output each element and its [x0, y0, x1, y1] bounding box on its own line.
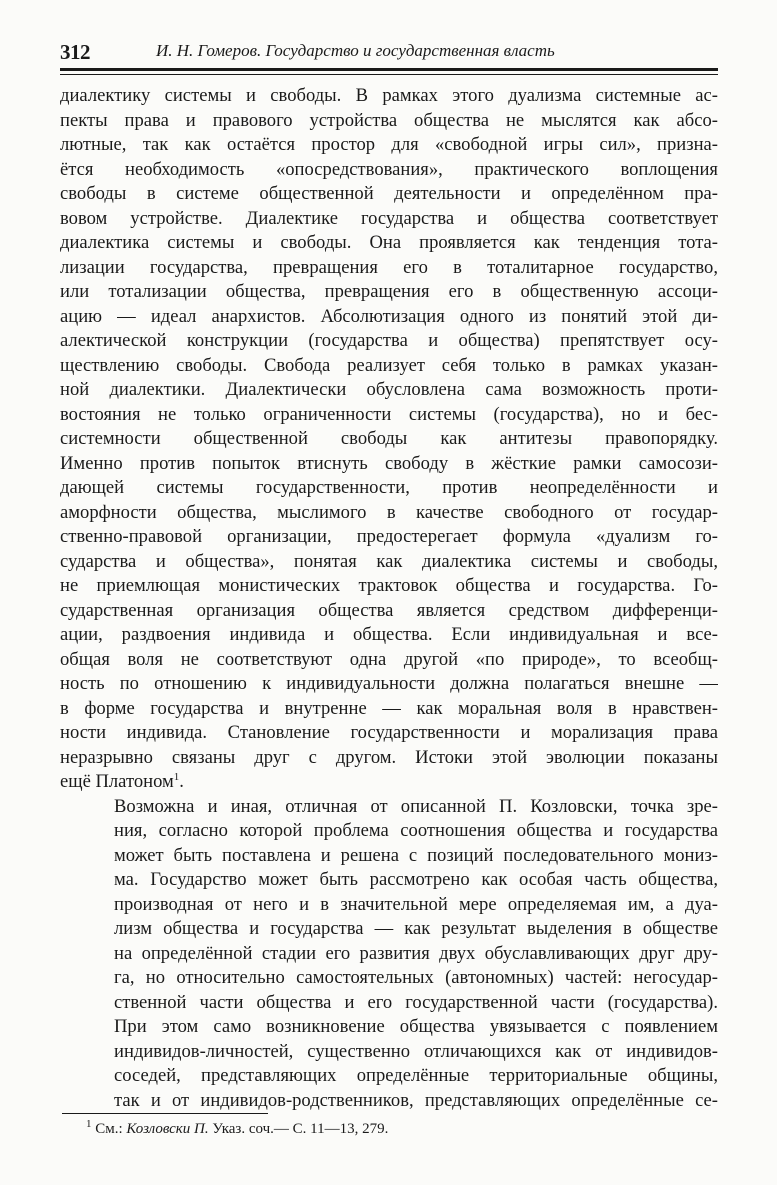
- page-number: 312: [60, 40, 90, 64]
- text-line: ществлению свободы. Свобода реализует себя только в рамках указан-: [60, 354, 718, 376]
- text-line-tail: ещё Платоном: [60, 771, 174, 792]
- text-line: дающей системы государственности, против неопределённости и: [60, 477, 718, 498]
- paragraph-1: [60, 84, 718, 795]
- text-line: ности индивида. Становление государственности и морализация права: [60, 722, 718, 743]
- text-line: сударственная организация общества является средством дифференци-: [60, 599, 718, 621]
- text-line: востояния не только ограниченности системы (государства), но и бес-: [60, 403, 718, 425]
- text-line: не приемлющая монистических трактовок общества и государства. Го-: [60, 575, 718, 596]
- text-line: неразрывно связаны друг с другом. Истоки этой эволюции показаны: [60, 746, 718, 768]
- text-line: в форме государства и внутренне — как моральная воля в нравствен-: [60, 697, 718, 719]
- text-line: Именно против попыток втиснуть свободу в жёсткие рамки самосози-: [60, 452, 718, 474]
- footnote-reference[interactable]: 1: [173, 770, 180, 783]
- footnote: [86, 1118, 389, 1138]
- text-line: пекты права и правового устройства общества не мыслятся как абсо-: [60, 109, 718, 131]
- text-line: ной диалектики. Диалектически обусловлена сама возможность проти-: [60, 379, 718, 400]
- text-line: диалектика системы и свободы. Она проявляется как тенденция тота-: [60, 232, 718, 253]
- text-line: лизации государства, превращения его в тоталитарное государство,: [60, 256, 718, 278]
- text-line: ственно-правовой организации, предостерегает формула «дуализм го-: [60, 526, 718, 547]
- text-line: алектической конструкции (государства и общества) препятствует осу-: [60, 330, 718, 351]
- text-line: так и от индивидов-родственников, представляющих определённые се-: [114, 1089, 718, 1111]
- text-line: общая воля не соответствуют одна другой «по природе», то всеобщ-: [60, 648, 718, 670]
- text-line: ность по отношению к индивидуальности должна полагаться внешне —: [60, 673, 718, 694]
- text-line: соседей, представляющих определённые территориальные общины,: [114, 1065, 718, 1086]
- footnote-rule: [62, 1113, 268, 1114]
- text-line: индивидов-личностей, существенно отличающихся как от индивидов-: [114, 1040, 718, 1062]
- text-line: диалектику системы и свободы. В рамках этого дуализма системные ас-: [60, 85, 718, 106]
- paragraph-2: [60, 795, 718, 1114]
- text-line: лизм общества и государства — как результат выделения в обществе: [114, 918, 718, 939]
- text-line: га, но относительно самостоятельных (автономных) частей: негосудар-: [114, 967, 718, 988]
- text-line: лютные, так как остаётся простор для «свободной игры сил», призна-: [60, 134, 718, 155]
- text-line: ния, согласно которой проблема соотношения общества и государства: [114, 820, 718, 841]
- sentence-end: .: [179, 771, 184, 792]
- text-line: ственной части общества и его государственной части (государства).: [114, 991, 718, 1013]
- text-line: ацию — идеал анархистов. Абсолютизация одного из понятий этой ди-: [60, 305, 718, 327]
- text-line-last: [60, 770, 718, 795]
- text-line: аморфности общества, мыслимого в качестве свободного от государ-: [60, 501, 718, 523]
- body-text: [60, 84, 718, 1113]
- text-line: ма. Государство может быть рассмотрено как особая часть общества,: [114, 869, 718, 890]
- running-head: И. Н. Гомеров. Государство и государственная власть: [156, 41, 555, 60]
- text-line: При этом само возникновение общества увязывается с появлением: [114, 1016, 718, 1037]
- text-line: системности общественной свободы как антитезы правопорядку.: [60, 428, 718, 449]
- text-line: свободы в системе общественной деятельности и определённом пра-: [60, 183, 718, 204]
- text-line: производная от него и в значительной мере определяемая им, а дуа-: [114, 893, 718, 915]
- footnote-citation: Указ. соч.— С. 11—13, 279.: [212, 1121, 389, 1137]
- text-line: или тотализации общества, превращения его в общественную ассоци-: [60, 281, 718, 302]
- text-line: вовом устройстве. Диалектике государства и общества соответствует: [60, 207, 718, 229]
- header-rule-thin: [60, 74, 718, 75]
- text-line: Возможна и иная, отличная от описанной П. Козловски, точка зре-: [114, 795, 718, 817]
- text-line: может быть поставлена и решена с позиций последовательного мониз-: [114, 844, 718, 866]
- footnote-author: Козловски П.: [126, 1121, 209, 1137]
- footnote-prefix: См.:: [95, 1121, 123, 1137]
- text-line: ации, раздвоения индивида и общества. Если индивидуальная и все-: [60, 624, 718, 645]
- text-line: сударства и общества», понятая как диалектика системы и свободы,: [60, 550, 718, 572]
- footnote-mark: 1: [86, 1118, 92, 1130]
- text-line: на определённой стадии его развития двух обуславливающих друг дру-: [114, 942, 718, 964]
- header-rule-thick: [60, 68, 718, 71]
- text-line: ётся необходимость «опосредствования», практического воплощения: [60, 158, 718, 180]
